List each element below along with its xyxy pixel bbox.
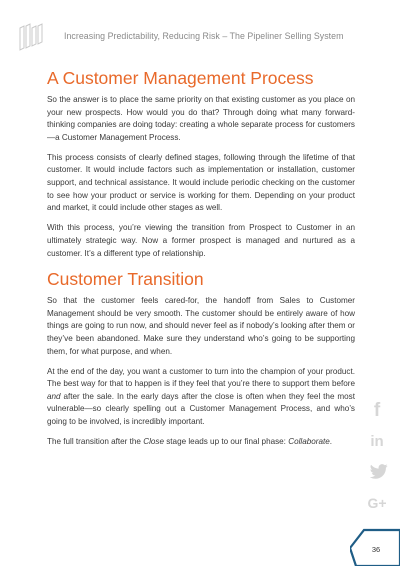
pipeliner-logo-icon [18,20,48,52]
document-title: Increasing Predictability, Reducing Risk – The Pipeliner Selling System [64,31,344,41]
page-header [0,0,400,56]
section-heading: Customer Transition [47,269,204,290]
googleplus-icon[interactable]: G+ [367,495,387,511]
page-content [47,68,355,456]
paragraph: This process consists of clearly defined stages, following through the lifetime of that customer. It would include factors such as implementation or installation, customer support, and technical assistance. It would include periodic checking on the customer to see how your product or service is working for them. Depending on your product and market, it could include other stages as well. [47,152,355,213]
twitter-icon[interactable] [364,464,390,484]
page-number: 36 [371,545,381,554]
linkedin-icon[interactable]: in [370,433,384,450]
paragraph: So that the customer feels cared-for, the handoff from Sales to Customer Management should be very smooth. The customer should be entirely aware of how things are going to run now, and should never feel as if nobody’s looking after them or they’ve been abandoned. Make sure they understand who’s going to be supporting them, for what purpose, and when. [47,296,355,356]
paragraph: So the answer is to place the same priority on that existing customer as you place on your new prospects. How would you do that? Through doing what many forward-thinking companies are doing today: creating a whole separate process for customers—a Customer Management Process. [47,95,355,142]
paragraph: At the end of the day, you want a customer to turn into the champion of your product. The best way for that to happen is if they feel that you’re there to support them before and after the sale. In the early days after the close is often when they feel the most vulnerable—so clearly spelling out a Customer Management Process, and who’s going to be involved, is incredibly important. [47,366,355,426]
facebook-icon[interactable]: f [373,400,381,421]
paragraph: With this process, you’re viewing the transition from Prospect to Customer in an ultimately strategic way. Now a former prospect is managed and nurtured as a customer. It’s a different type of relationship. [47,223,355,258]
paragraph: The full transition after the Close stage leads up to our final phase: Collaborate. [47,437,333,447]
section-heading: A Customer Management Process [47,68,314,88]
